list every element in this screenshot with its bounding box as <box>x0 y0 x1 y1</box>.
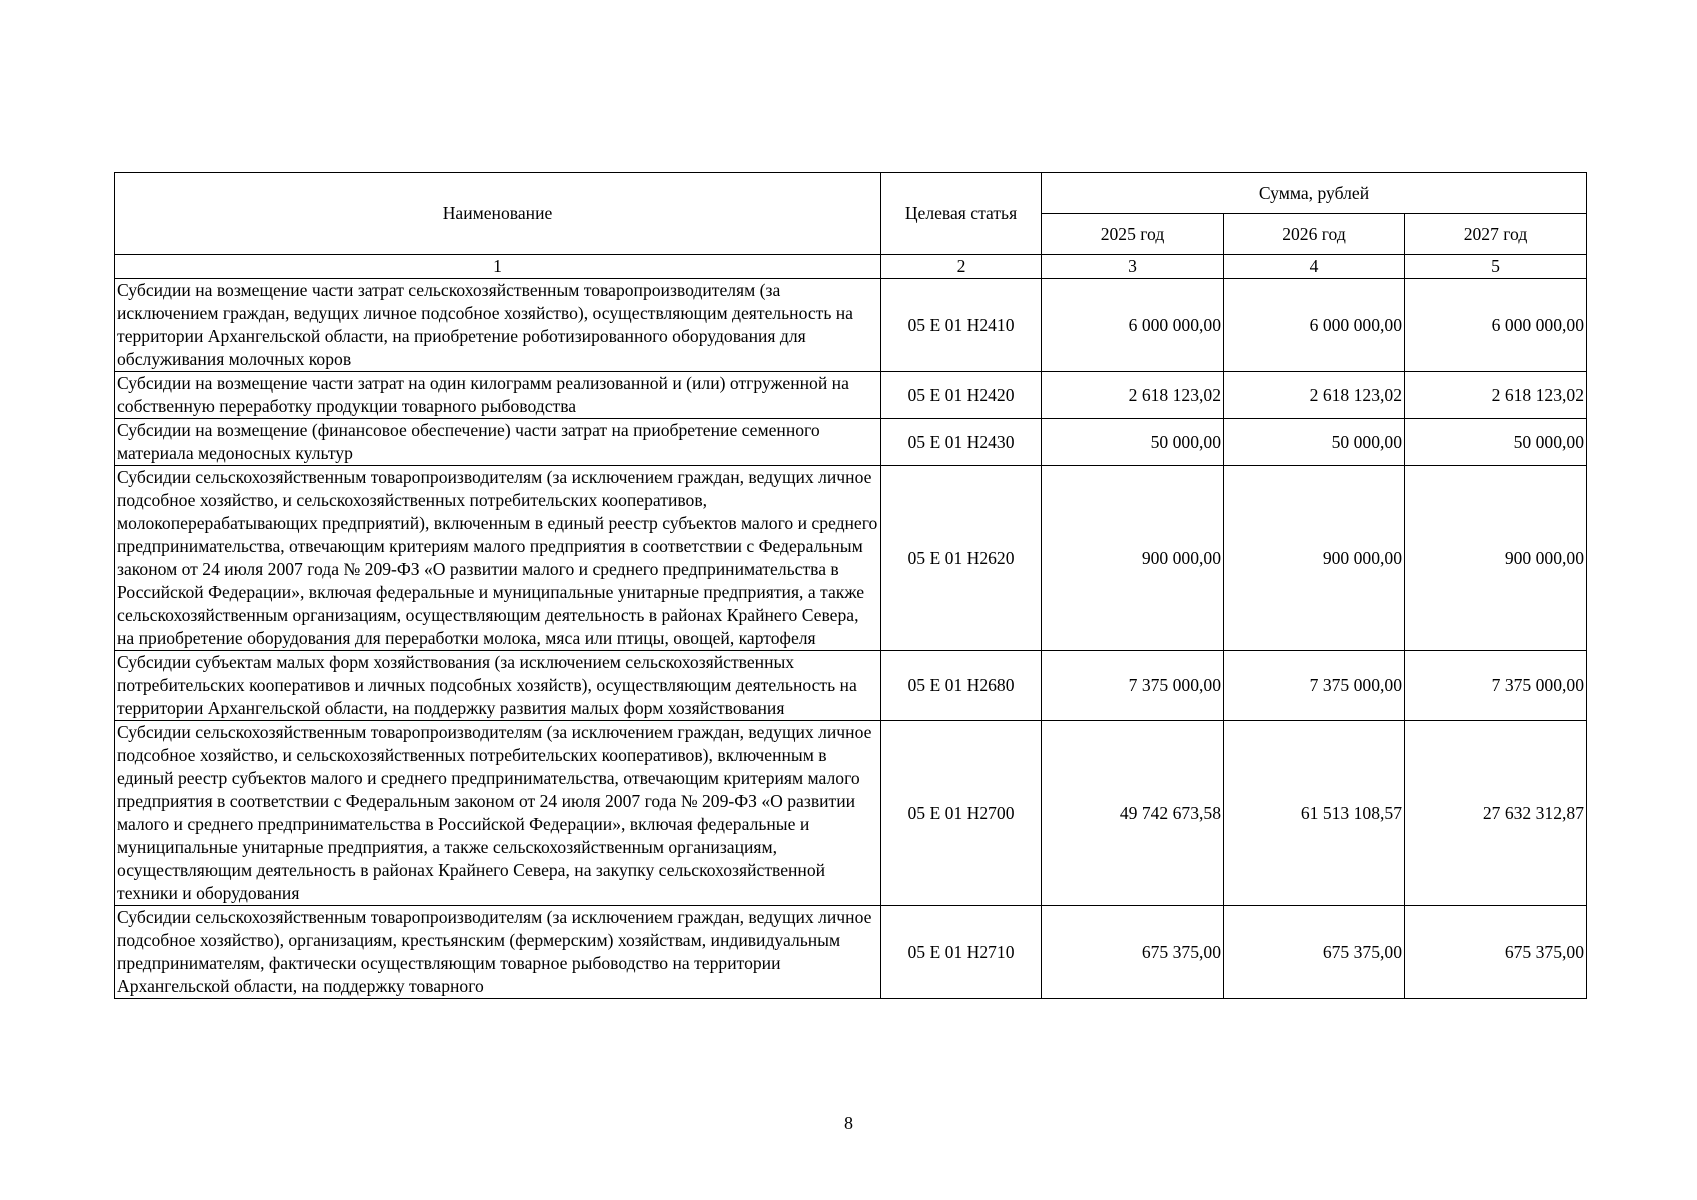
column-number: 1 <box>115 255 881 279</box>
row-amount-2027: 7 375 000,00 <box>1405 651 1587 721</box>
table-row <box>115 419 1587 466</box>
row-code: 05 Е 01 Н2430 <box>881 419 1042 466</box>
table-row <box>115 372 1587 419</box>
column-number: 3 <box>1042 255 1224 279</box>
header-year-2027: 2027 год <box>1405 214 1587 255</box>
row-amount-2025: 2 618 123,02 <box>1042 372 1224 419</box>
table-row <box>115 721 1587 906</box>
row-name: Субсидии сельскохозяйственным товаропроизводителям (за исключением граждан, ведущих личное подсобное хозяйство, и сельскохозяйственных потребительских кооперативов, молокоперерабатывающих предприятий), включенным в единый реестр субъектов малого и среднего предпринимательства, отвечающим критериям малого предприятия в соответствии с Федеральным законом от 24 июля 2007 года № 209-ФЗ «О развитии малого и среднего предпринимательства в Российской Федерации», включая федеральные и муниципальные унитарные предприятия, а также сельскохозяйственным организациям, осуществляющим деятельность в районах Крайнего Севера, на приобретение оборудования для переработки молока, мяса или птицы, овощей, картофеля <box>115 466 881 651</box>
row-amount-2026: 900 000,00 <box>1224 466 1405 651</box>
row-amount-2026: 6 000 000,00 <box>1224 279 1405 372</box>
row-amount-2026: 675 375,00 <box>1224 906 1405 999</box>
row-name: Субсидии субъектам малых форм хозяйствования (за исключением сельскохозяйственных потребительских кооперативов и личных подсобных хозяйств), осуществляющим деятельность на территории Архангельской области, на поддержку развития малых форм хозяйствования <box>115 651 881 721</box>
row-amount-2027: 2 618 123,02 <box>1405 372 1587 419</box>
table-row <box>115 279 1587 372</box>
row-amount-2026: 61 513 108,57 <box>1224 721 1405 906</box>
header-sum: Сумма, рублей <box>1042 173 1587 214</box>
row-amount-2025: 50 000,00 <box>1042 419 1224 466</box>
row-name: Субсидии сельскохозяйственным товаропроизводителям (за исключением граждан, ведущих личное подсобное хозяйство), организациям, крестьянским (фермерским) хозяйствам, индивидуальным предпринимателям, фактически осуществляющим товарное рыбоводство на территории Архангельской области, на поддержку товарного <box>115 906 881 999</box>
table-row <box>115 906 1587 999</box>
row-code: 05 Е 01 Н2700 <box>881 721 1042 906</box>
row-amount-2026: 2 618 123,02 <box>1224 372 1405 419</box>
row-name: Субсидии на возмещение части затрат на один килограмм реализованной и (или) отгруженной на собственную переработку продукции товарного рыбоводства <box>115 372 881 419</box>
budget-table <box>114 172 1587 999</box>
row-code: 05 Е 01 Н2410 <box>881 279 1042 372</box>
page-number: 8 <box>844 1113 853 1133</box>
row-amount-2025: 49 742 673,58 <box>1042 721 1224 906</box>
row-name: Субсидии на возмещение части затрат сельскохозяйственным товаропроизводителям (за исключением граждан, ведущих личное подсобное хозяйство), осуществляющим деятельность на территории Архангельской области, на приобретение роботизированного оборудования для обслуживания молочных коров <box>115 279 881 372</box>
row-amount-2025: 900 000,00 <box>1042 466 1224 651</box>
row-amount-2027: 27 632 312,87 <box>1405 721 1587 906</box>
table-row <box>115 651 1587 721</box>
row-amount-2027: 900 000,00 <box>1405 466 1587 651</box>
row-code: 05 Е 01 Н2620 <box>881 466 1042 651</box>
column-number: 2 <box>881 255 1042 279</box>
header-code: Целевая статья <box>881 173 1042 255</box>
row-code: 05 Е 01 Н2710 <box>881 906 1042 999</box>
table-row <box>115 466 1587 651</box>
row-amount-2025: 7 375 000,00 <box>1042 651 1224 721</box>
column-number: 4 <box>1224 255 1405 279</box>
row-amount-2025: 675 375,00 <box>1042 906 1224 999</box>
header-row <box>115 173 1587 214</box>
column-numbers-row <box>115 255 1587 279</box>
row-name: Субсидии сельскохозяйственным товаропроизводителям (за исключением граждан, ведущих личное подсобное хозяйство, и сельскохозяйственных потребительских кооперативов), включенным в единый реестр субъектов малого и среднего предпринимательства, отвечающим критериям малого предприятия в соответствии с Федеральным законом от 24 июля 2007 года № 209-ФЗ «О развитии малого и среднего предпринимательства в Российской Федерации», включая федеральные и муниципальные унитарные предприятия, а также сельскохозяйственным организациям, осуществляющим деятельность в районах Крайнего Севера, на закупку сельскохозяйственной техники и оборудования <box>115 721 881 906</box>
row-name: Субсидии на возмещение (финансовое обеспечение) части затрат на приобретение семенного материала медоносных культур <box>115 419 881 466</box>
row-amount-2027: 6 000 000,00 <box>1405 279 1587 372</box>
row-amount-2026: 7 375 000,00 <box>1224 651 1405 721</box>
row-code: 05 Е 01 Н2680 <box>881 651 1042 721</box>
row-amount-2025: 6 000 000,00 <box>1042 279 1224 372</box>
header-year-2026: 2026 год <box>1224 214 1405 255</box>
row-code: 05 Е 01 Н2420 <box>881 372 1042 419</box>
row-amount-2026: 50 000,00 <box>1224 419 1405 466</box>
header-name: Наименование <box>115 173 881 255</box>
row-amount-2027: 675 375,00 <box>1405 906 1587 999</box>
row-amount-2027: 50 000,00 <box>1405 419 1587 466</box>
column-number: 5 <box>1405 255 1587 279</box>
header-year-2025: 2025 год <box>1042 214 1224 255</box>
